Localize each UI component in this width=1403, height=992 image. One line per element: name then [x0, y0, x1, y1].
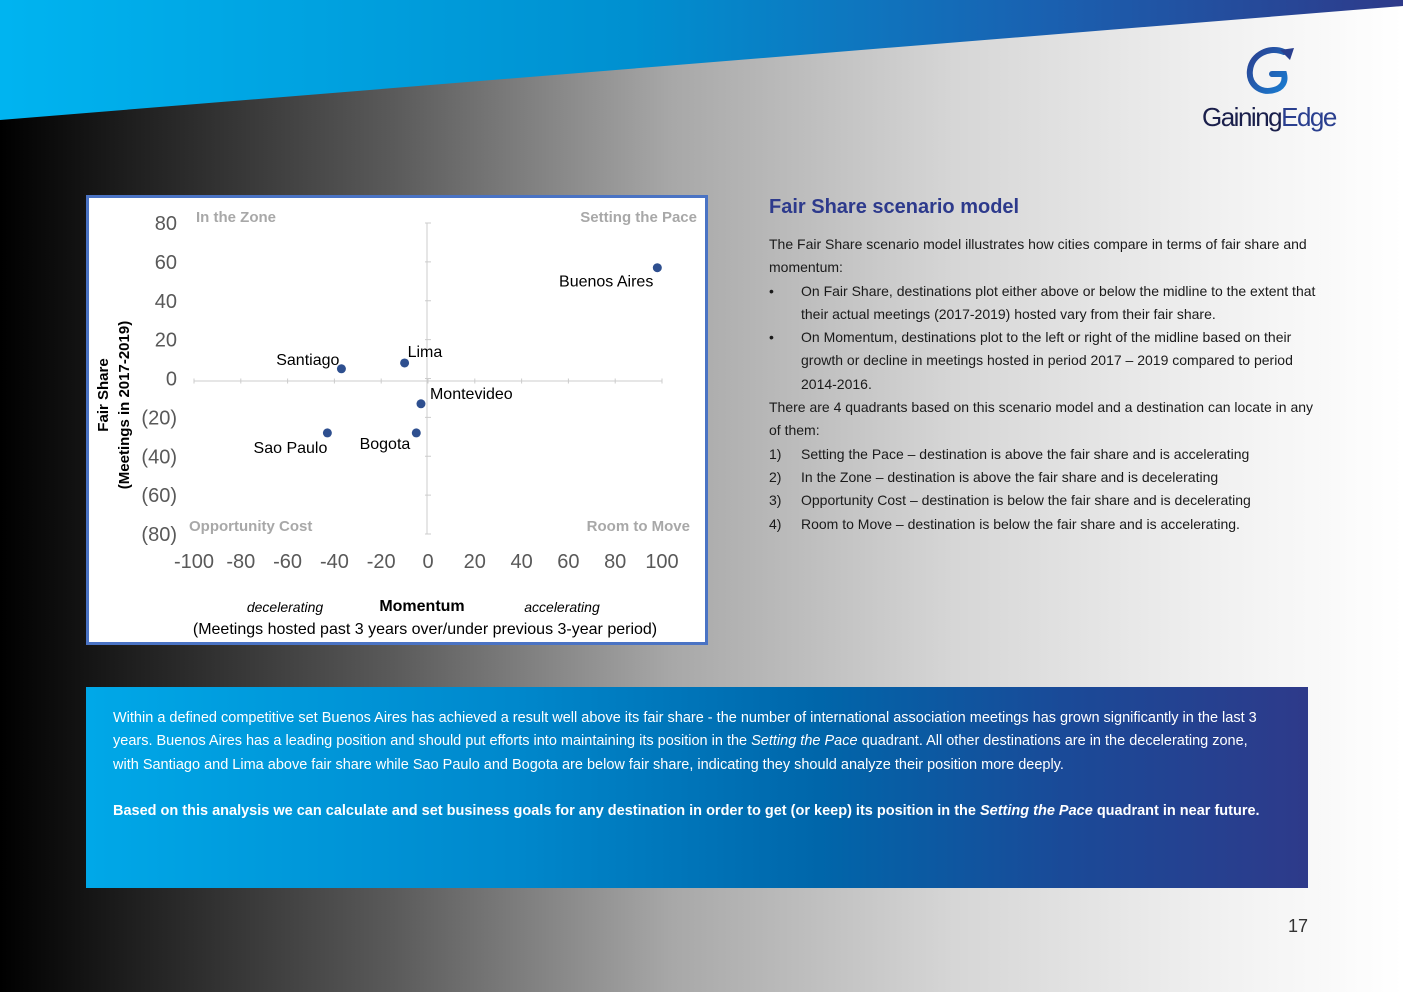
scatter-plot	[89, 198, 705, 642]
quadrant-label-top-left: In the Zone	[196, 209, 276, 226]
point-label: Buenos Aires	[559, 273, 654, 291]
x-tick-label: -20	[366, 551, 396, 573]
quadrant-label-bottom-right: Room to Move	[586, 518, 690, 535]
y-axis-title: Fair Share	[95, 358, 112, 432]
bullet-marker: •	[769, 329, 774, 346]
logo-swirl-icon	[1244, 44, 1302, 102]
data-point	[412, 428, 421, 437]
quadrant-number: 1)	[769, 445, 782, 462]
conclusion-text-a: Based on this analysis we can calculate and set business goals for any destination in order to get (or keep) its position in the	[113, 802, 980, 819]
data-point	[416, 399, 425, 408]
page-number: 17	[1288, 916, 1309, 936]
y-tick-label: 60	[154, 251, 177, 274]
quadrant-text: In the Zone – destination is above the fair share and is decelerating	[801, 468, 1219, 485]
quadrant-number: 3)	[769, 492, 782, 509]
conclusion-emphasis: Setting the Pace	[979, 802, 1093, 819]
scenario-model-panel	[769, 196, 1319, 536]
y-tick-label: 80	[154, 213, 177, 235]
quadrant-intro: There are 4 quadrants based on this scenario model and a destination can locate in any of them:	[769, 399, 1314, 439]
x-tick-label: 40	[510, 551, 533, 573]
y-tick-label: (40)	[141, 446, 177, 469]
summary-text-b: quadrant. All other destinations are in the decelerating zone, with Santiago and Lima above fair share while Sao Paulo and Bogota are below fair share, indicating they should analyze their position more deeply.	[113, 733, 1248, 773]
x-axis-left-note: decelerating	[246, 599, 324, 615]
fair-share-chart	[86, 195, 708, 645]
summary-emphasis: Setting the Pace	[751, 733, 858, 750]
logo-text-edge: Edge	[1281, 102, 1336, 132]
y-tick-label: 0	[165, 368, 177, 391]
bullet-list	[769, 280, 1319, 396]
conclusion-text-b: quadrant in near future.	[1092, 802, 1260, 819]
quadrant-text: Room to Move – destination is below the fair share and is accelerating.	[801, 515, 1240, 532]
summary-conclusion	[113, 800, 1268, 823]
quadrant-list	[769, 443, 1319, 536]
y-axis-subtitle: (Meetings in 2017-2019)	[116, 320, 133, 490]
quadrant-text: Setting the Pace – destination is above the fair share and is accelerating	[801, 445, 1250, 462]
summary-paragraph	[113, 707, 1268, 777]
quadrant-text: Opportunity Cost – destination is below the fair share and is decelerating	[801, 492, 1251, 509]
y-tick-label: 40	[154, 290, 177, 313]
bullet-text: On Momentum, destinations plot to the left or right of the midline based on their growth or decline in meetings hosted in period 2017 – 2019 compared to period 2014-2016.	[801, 329, 1293, 392]
y-tick-label: (60)	[141, 485, 177, 508]
x-axis-right-note: accelerating	[524, 599, 600, 615]
quadrant-number: 4)	[769, 515, 782, 532]
x-tick-label: -60	[273, 551, 303, 573]
bullet-item	[769, 280, 1319, 327]
quadrant-item	[769, 489, 1319, 512]
x-tick-label: -40	[319, 551, 349, 573]
bullet-item	[769, 326, 1319, 396]
x-tick-label: 60	[557, 551, 580, 573]
panel-intro: The Fair Share scenario model illustrates how cities compare in terms of fair share and momentum:	[769, 236, 1307, 276]
point-label: Sao Paulo	[253, 439, 328, 457]
y-tick-label: (20)	[141, 407, 177, 430]
quadrant-item	[769, 513, 1319, 536]
data-point	[653, 263, 662, 272]
x-tick-label: 80	[604, 551, 627, 573]
x-tick-label: 100	[645, 551, 679, 573]
quadrant-item	[769, 466, 1319, 489]
quadrant-item	[769, 443, 1319, 466]
quadrant-label-bottom-left: Opportunity Cost	[189, 518, 313, 535]
x-tick-label: -80	[226, 551, 256, 573]
x-tick-label: 0	[422, 551, 434, 573]
data-point	[323, 428, 332, 437]
quadrant-label-top-right: Setting the Pace	[580, 209, 697, 226]
header-band	[0, 0, 1403, 130]
quadrant-number: 2)	[769, 468, 782, 485]
panel-heading: Fair Share scenario model	[769, 196, 1020, 218]
x-tick-label: 20	[463, 551, 486, 573]
summary-box	[86, 687, 1308, 888]
point-label: Montevideo	[429, 385, 513, 403]
gainingedge-logo	[1196, 44, 1356, 138]
x-tick-label: -100	[173, 551, 215, 573]
y-tick-label: 20	[154, 329, 177, 352]
y-tick-label: (80)	[141, 524, 177, 546]
x-axis-title: Momentum	[379, 598, 465, 615]
point-label: Santiago	[276, 351, 340, 369]
x-axis-subtitle: (Meetings hosted past 3 years over/under previous 3-year period)	[192, 621, 658, 638]
point-label: Lima	[407, 343, 443, 361]
summary-text-a: Within a defined competitive set Buenos Aires has achieved a result well above its fair share - the number of international association meetings has grown significantly in the last 3 years. Buenos Aires has a leading position and should put efforts into maintaining its position in the	[113, 710, 1257, 750]
bullet-marker: •	[769, 282, 774, 299]
bullet-text: On Fair Share, destinations plot either above or below the midline to the extent that their actual meetings (2017-2019) hosted vary from their fair share.	[801, 282, 1316, 322]
point-label: Bogota	[359, 435, 411, 453]
logo-text-gaining: Gaining	[1202, 102, 1282, 132]
